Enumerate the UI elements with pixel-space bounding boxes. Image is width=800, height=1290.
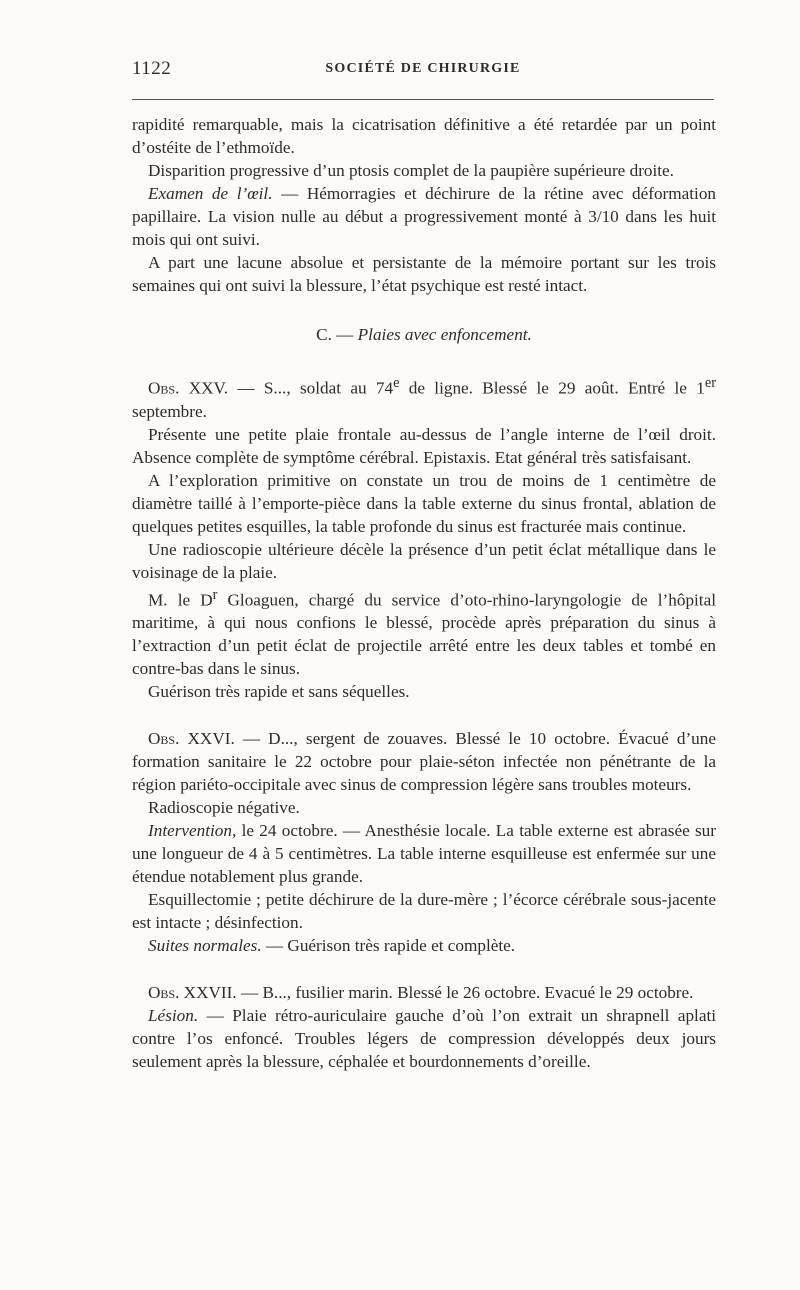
paragraph-text: — Guérison très rapide et complète.	[261, 936, 516, 956]
paragraph: Guérison très rapide et sans séquelles.	[148, 682, 410, 702]
observation-label: Obs. XXVII.	[148, 983, 237, 1003]
spacer	[132, 703, 716, 727]
paragraph: Esquillectomie ; petite déchirure de la dure-mère ; l’écorce cérébrale sous-jacente est intacte ; désinfection.	[132, 890, 716, 933]
paragraph-text: — Hémorragies et déchirure de la rétine avec déformation papillaire. La vision nulle au début a progressivement monté à 3/10 dans les huit mois qui ont suivi.	[132, 184, 717, 249]
paragraph-text: M. le D	[148, 590, 213, 610]
section-heading	[132, 323, 716, 346]
paragraph-label: Suites normales.	[148, 936, 262, 956]
paragraph-text: Gloaguen, chargé du service d’oto-rhino-laryngologie de l’hôpital maritime, à qui nous confions le blessé, procède après préparation du sinus à l’extraction d’un petit éclat de projectile arrêté entre les deux tables et tombé en contre-bas dans le sinus.	[132, 590, 716, 679]
observation-text: — S..., soldat au 74	[228, 378, 394, 398]
paragraph: Présente une petite plaie frontale au-dessus de l’angle interne de l’œil droit. Absence complète de symptôme cérébral. Epistaxis. Etat général très satisfaisant.	[132, 424, 716, 467]
observation-intro	[132, 372, 716, 423]
running-title: SOCIÉTÉ DE CHIRURGIE	[325, 61, 521, 76]
paragraph-label: Examen de l’œil.	[148, 184, 273, 203]
paragraph: Une radioscopie ultérieure décèle la présence d’un petit éclat métallique dans le voisinage de la plaie.	[132, 539, 716, 582]
paragraph	[132, 1004, 716, 1073]
superscript: e	[393, 375, 400, 391]
paragraph-text: — Plaie rétro-auriculaire gauche d’où l’on extrait un shrapnell aplati contre l’os enfoncé. Troubles légers de compression développés deux jours seulement après la blessure, céphalée et bourdonnements d’oreille.	[132, 1006, 716, 1072]
observation-text: septembre.	[132, 401, 207, 421]
paragraph: Disparition progressive d’un ptosis complet de la paupière supérieure droite.	[148, 161, 674, 180]
page-body	[132, 113, 716, 1073]
observation-text: — D..., sergent de zouaves. Blessé le 10 octobre. Évacué d’une formation sanitaire le 22 octobre pour plaie-séton infectée non pénétrante de la région pariéto-occipitale avec sinus de compression légère sans troubles moteurs.	[132, 729, 716, 795]
header-rule	[132, 99, 714, 100]
observation-intro	[132, 981, 716, 1004]
paragraph	[132, 584, 716, 681]
page-header	[132, 58, 714, 82]
section-prefix: C. —	[316, 325, 358, 344]
paragraph-label: Intervention,	[148, 821, 237, 841]
spacer	[132, 957, 716, 981]
paragraph: A part une lacune absolue et persistante de la mémoire portant sur les trois semaines qui ont suivi la blessure, l’état psychique est resté intact.	[132, 253, 716, 295]
observation-label: Obs. XXVI.	[148, 729, 235, 749]
observation-intro	[132, 727, 716, 796]
paragraph: rapidité remarquable, mais la cicatrisation définitive a été retardée par un point d’ostéite de l’ethmoïde.	[132, 115, 716, 157]
page-number: 1122	[132, 58, 172, 79]
observation-text: — B..., fusilier marin. Blessé le 26 octobre. Evacué le 29 octobre.	[236, 983, 694, 1003]
paragraph	[132, 934, 716, 957]
paragraph: A l’exploration primitive on constate un trou de moins de 1 centimètre de diamètre taillé à l’emporte-pièce dans la table externe du sinus frontal, ablation de quelques petites esquilles, la table profonde du sinus est fracturée mais continue.	[132, 470, 716, 536]
paragraph-label: Lésion.	[148, 1006, 199, 1026]
section-title: Plaies avec enfoncement.	[357, 325, 532, 344]
paragraph: Radioscopie négative.	[148, 798, 300, 818]
paragraph	[132, 819, 716, 888]
superscript: r	[212, 586, 218, 603]
observation-text: de ligne. Blessé le 29 août. Entré le 1	[399, 378, 705, 398]
observation-label: Obs. XXV.	[148, 378, 229, 398]
paragraph	[132, 182, 716, 251]
paragraph-text: le 24 octobre. — Anesthésie locale. La table externe est abrasée sur une longueur de 4 à 5 centimètres. La table interne esquilleuse est enfermée sur une étendue notablement plus grande.	[132, 821, 716, 887]
superscript: er	[704, 375, 716, 391]
